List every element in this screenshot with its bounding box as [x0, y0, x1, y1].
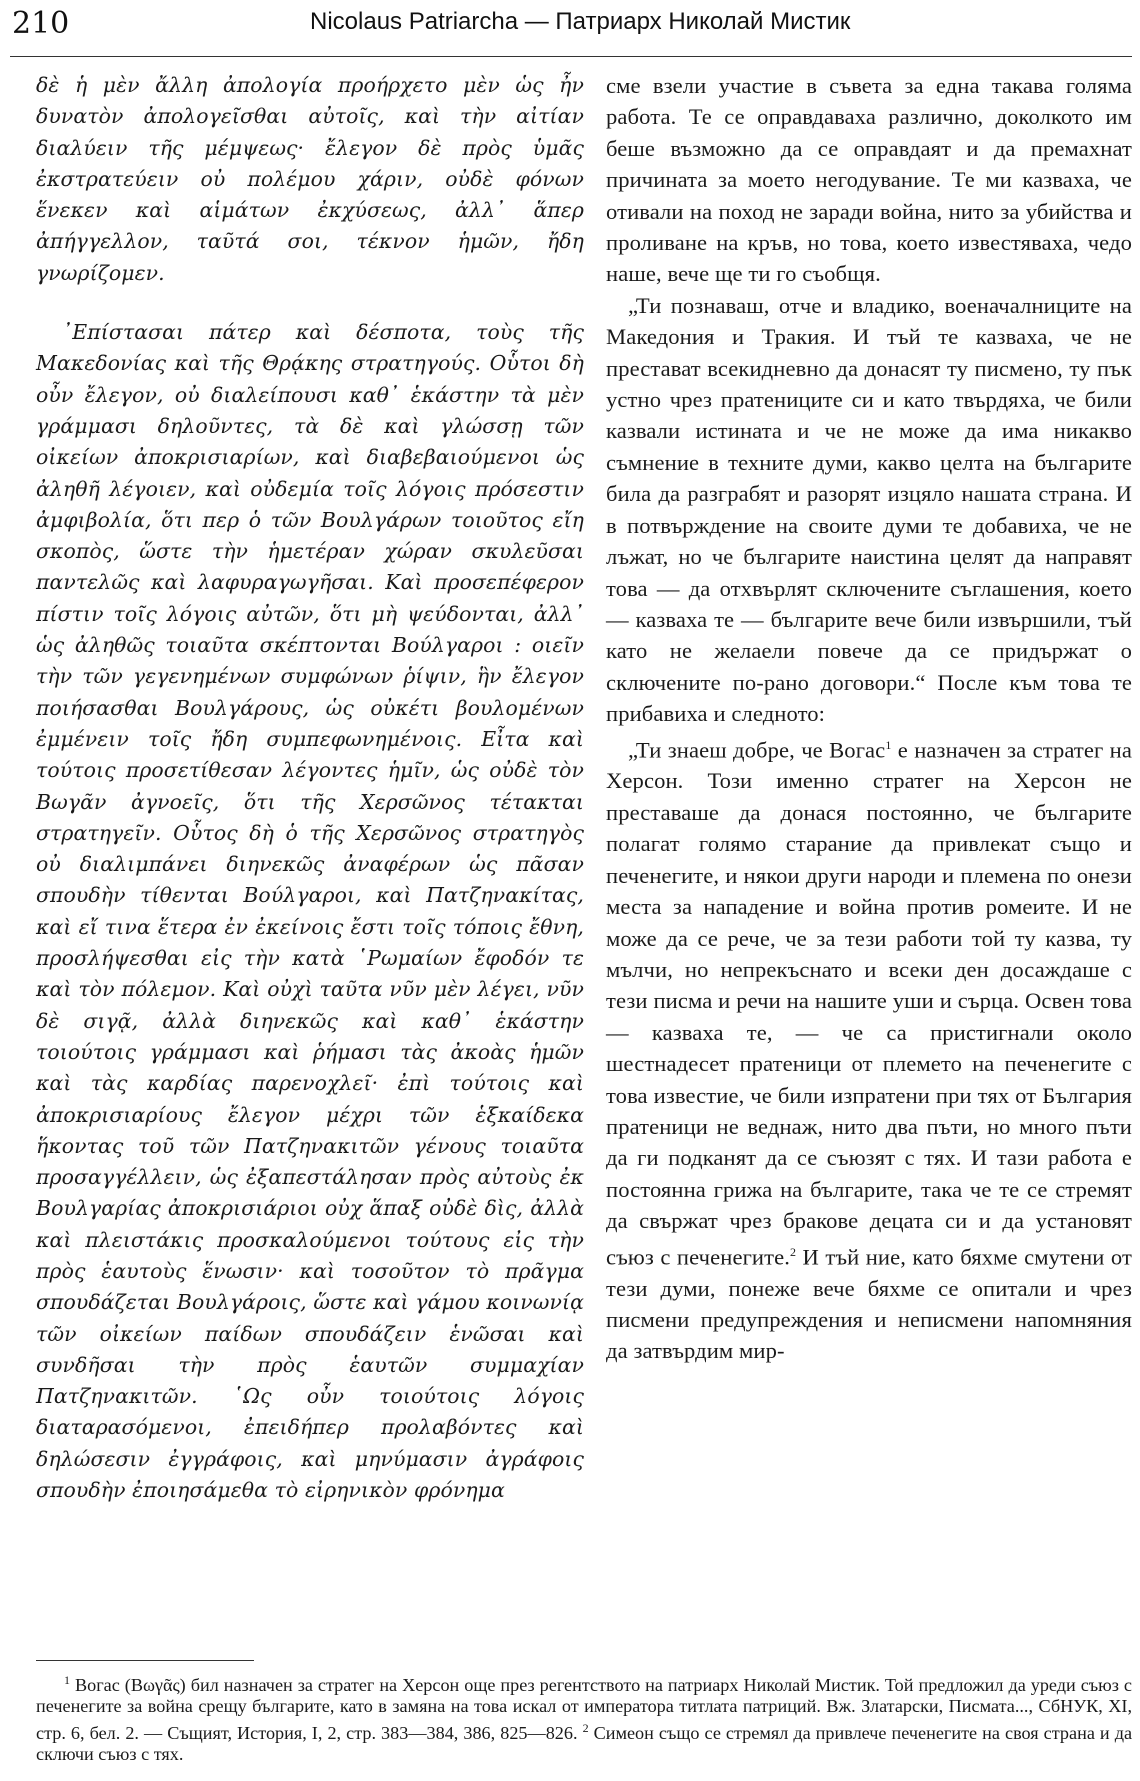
bulgarian-paragraph-3-part-2: е назначен за стратег на Херсон. Този именно стратег на Херсон не преставаше да донася постоянно, че българите полагат голямо старание да привлекат също и печенегите, и някои други народи и племена по онези места за нападение и война против ромеите. И не може да се рече, че за тези работи той ту казва, ту мълчи, но непрекъснато и всеки ден досаждаше с тези писма и речи на нашите уши и сърца. Освен това — казваха те, — че са пристигнали около шестнадесет пратеници от племето на печенегите с това известие, че били изпратени при тях от България пратеници не веднаж, нито два пъти, но много пъти да ги подканят да се съюзят с тях. И тази работа е постоянна грижа на българите, така че те се стремят да свържат чрез бракове децата си и да установят съюз с печенегите. [606, 737, 1132, 1270]
footnotes [36, 1670, 1132, 1766]
bulgarian-paragraph-1: сме взели участие в съвета за една такава голяма работа. Те се оправдаваха различно, доколкото им беше възможно да се оправдаят и да премахнат причината за моето негодувание. Те ми казваха, че отивали на поход не заради война, нито за убийства и проливане на кръв, но това, което известяваха, чедо наше, вече ще ти го съобщя. [606, 73, 1132, 287]
footnote-1-text: Вогас (Βωγᾶς) бил назначен за стратег на Херсон още през регентството на патриарх Николай Мистик. Той предложил да уреди съюз с печенегите за война срещу българите, като в замяна на това искал от императора титлата патриций. Вж. Златарски, Писмата..., СбНУК, XI, стр. 6, бел. 2. — Същият, История, I, 2, стр. 383—384, 386, 825—826. [36, 1675, 1132, 1743]
bulgarian-text-column [606, 70, 1132, 1367]
footnote-divider [36, 1660, 254, 1661]
page-header [10, 0, 1132, 57]
footnote-2-number: 2 [582, 1720, 589, 1735]
footnote-ref-1[interactable]: 1 [885, 737, 892, 752]
footnote [36, 1670, 1132, 1766]
page-number: 210 [12, 6, 70, 41]
greek-paragraph-2: ᾽Επίστασαι πάτερ καὶ δέσποτα, τοὺς τῆς Μακεδονίας καὶ τῆς Θρᾴκης στρατηγούς. Οὗτοι δὴ οὖν ἔλεγον, οὐ διαλείπουσι καθ᾽ ἑκάστην τὰ μὲν γράμμασι δηλοῦντες, τὰ δὲ καὶ γλώσσῃ τῶν οἰκείων ἀποκρισιαρίων, καὶ διαβεβαιούμενοι ὡς ἀληθῆ λέγοιεν, καὶ οὐδεμία τοῖς λόγοις πρόσεστιν ἀμφιβολία, ὅτι περ ὁ τῶν Βουλγάρων τοιοῦτος εἴη σκοπὸς, ὥστε τὴν ἡμετέραν χώραν σκυλεῦσαι παντελῶς καὶ λαφυραγωγῆσαι. Καὶ προσεπέφερον πίστιν τοῖς λόγοις αὐτῶν, ὅτι μὴ ψεύδονται, ἀλλ᾽ ὡς ἀληθῶς τοιαῦτα σκέπτονται Βούλγαροι : οιεῖν τὴν τῶν γεγενημένων συμφώνων ῥίψιν, ἣν ἔλεγον ποιήσασθαι Βουλγάρους, ὡς οὐκέτι βουλομένων ἐμμένειν τοῖς ἤδη συμπεφωνημένοις. Εἶτα καὶ τούτοις προσετίθεσαν λέγοντες ἡμῖν, ὡς οὐδὲ τὸν Βωγᾶν ἀγνοεῖς, ὅτι τῆς Χερσῶνος τέτακται στρατηγεῖν. Οὗτος δὴ ὁ τῆς Χερσῶνος στρατηγὸς οὐ διαλιμπάνει διηνεκῶς ἀναφέρων ὡς πᾶσαν σπουδὴν τίθενται Βούλγαροι, καὶ Πατζηνακίτας, καὶ εἴ τινα ἕτερα ἐν ἐκείνοις ἔστι τοῖς τόποις ἔθνη, προσλήψεσθαι εἰς τὴν κατὰ ῾Ρωμαίων ἔφοδόν τε καὶ τὸν πόλεμον. Καὶ οὐχὶ ταῦτα νῦν μὲν λέγει, νῦν δὲ σιγᾷ, ἀλλὰ διηνεκῶς καὶ καθ᾽ ἑκάστην τοιούτοις γράμμασι καὶ ῥήμασι τὰς ἀκοὰς ἡμῶν καὶ τὰς καρδίας παρενοχλεῖ· ἐπὶ τούτοις καὶ ἀποκρισιαρίους ἔλεγον μέχρι τῶν ἑξκαίδεκα ἥκοντας τοῦ τῶν Πατζηνακιτῶν γένους τοιαῦτα προσαγγέλλειν, ὡς ἐξαπεστάλησαν πρὸς αὐτοὺς ἐκ Βουλγαρίας ἀποκρισιάριοι οὐχ ἅπαξ οὐδὲ δὶς, ἀλλὰ καὶ πλειστάκις προσκαλούμενοι τούτους εἰς τὴν πρὸς ἑαυτοὺς ἕνωσιν· καὶ τοσοῦτον τὸ πρᾶγμα σπουδάζεται Βουλγάροις, ὥστε καὶ γάμου κοινωνίᾳ τῶν οἰκείων παίδων σπουδάζειν ἑνῶσαι καὶ συνδῆσαι τὴν πρὸς ἑαυτῶν συμμαχίαν Πατζηνακιτῶν. ῾Ως οὖν τοιούτοις λόγοις διαταρασόμενοι, ἐπειδήπερ προλαβόντες καὶ δηλώσεσιν ἐγγράφοις, καὶ μηνύμασιν ἀγράφοις σπουδὴν ἐποιησάμεθα τὸ εἰρηνικὸν φρόνημα [36, 320, 584, 1503]
bulgarian-paragraph-2: „Ти познаваш, отче и владико, военачалниците на Македония и Тракия. И тъй те казваха, че не престават всекидневно да донасят ту писмено, ту пък устно чрез пратениците си и като твърдяха, че били казвали истината и че не може да има никакво съмнение в техните думи, какво целта на българите била да разграбят и разорят изцяло нашата страна. И в потвърждение на своите думи те добавиха, че не лъжат, но че българите наистина целят да направят това — да отхвърлят сключените съглашения, което — казваха те — българите вече били извършили, тъй като не желаели повече да се придържат о сключените по-рано договори.“ После към това те прибавиха и следното: [606, 292, 1132, 727]
footnote-ref-2[interactable]: 2 [789, 1244, 797, 1259]
greek-text-column [36, 70, 584, 1506]
bulgarian-paragraph-3-part-1: „Ти знаеш добре, че Вогас [628, 737, 886, 763]
footnote-2-text: Симеон също се стремял да привлече печенегите на своя страна и да сключи съюз с тях. [36, 1722, 1133, 1765]
bulgarian-paragraph-3 [606, 730, 1132, 1367]
running-head: Nicolaus Patriarcha — Патриарх Николай Мистик [310, 8, 851, 35]
bulgarian-paragraph-3-part-3: И тъй ние, като бяхме смутени от тези думи, понеже вече бяхме се опитали и чрез писмени предупреждения и неписмени напомняния да затвърдим мир- [606, 1244, 1132, 1364]
footnote-1-number: 1 [64, 1673, 70, 1687]
greek-paragraph-1: δὲ ἡ μὲν ἄλλη ἀπολογία προήρχετο μὲν ὡς ἦν δυνατὸν ἀπολογεῖσθαι αὐτοῖς, καὶ τὴν αἰτίαν διαλύειν τῆς μέμψεως· ἔλεγον δὲ πρὸς ὑμᾶς ἐκστρατεύειν οὐ πολέμου χάριν, οὐδὲ φόνων ἕνεκεν καὶ αἱμάτων ἐκχύσεως, ἀλλ᾽ ἅπερ ἀπήγγελλον, ταῦτά σοι, τέκνον ἡμῶν, ἤδη γνωρίζομεν. [36, 73, 584, 285]
